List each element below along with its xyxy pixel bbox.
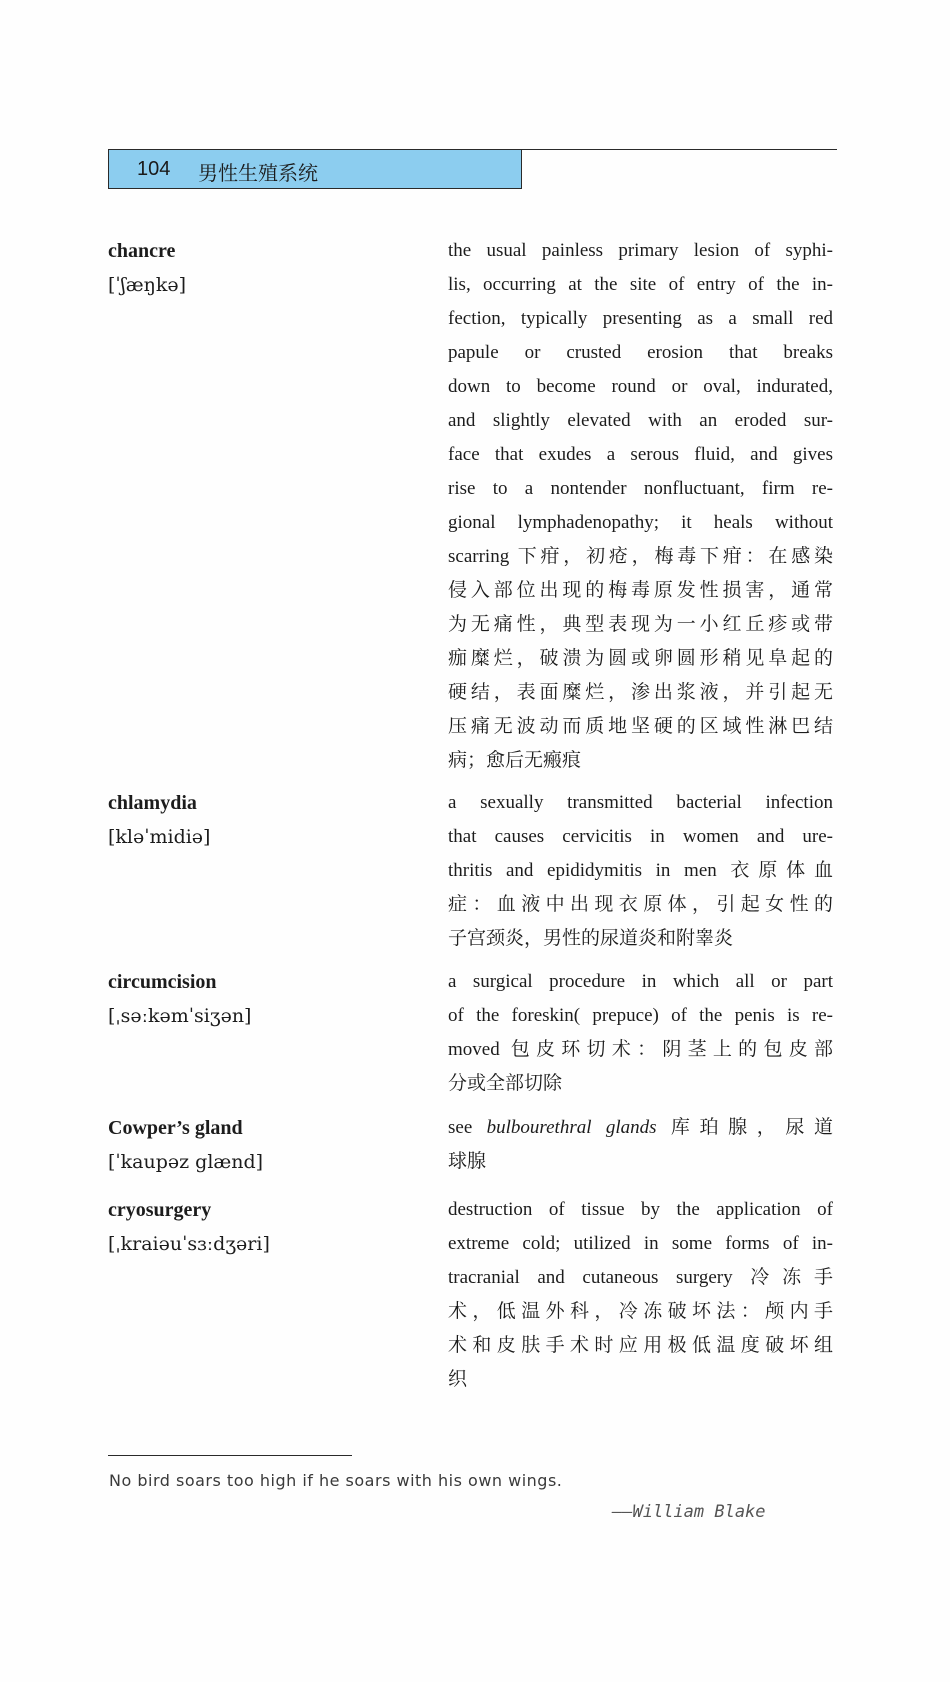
definition-line: extreme cold; utilized in some forms of in- bbox=[448, 1233, 833, 1254]
definition-line: 织 bbox=[448, 1369, 468, 1390]
definition-line: 压痛无波动而质地坚硬的区域性淋巴结 bbox=[448, 716, 833, 737]
definition-line: 子宫颈炎，男性的尿道炎和附睾炎 bbox=[448, 928, 734, 949]
cross-reference-term: bulbourethral glands bbox=[486, 1117, 657, 1138]
entry-term: cryosurgery bbox=[108, 1199, 212, 1221]
definition-line: tracranial and cutaneous surgery 冷冻手 bbox=[448, 1267, 833, 1288]
definition-line: 硬结，表面糜烂，渗出浆液，并引起无 bbox=[448, 682, 833, 703]
definition-line: moved 包皮环切术：阴茎上的包皮部 bbox=[448, 1039, 833, 1060]
definition-line: gional lymphadenopathy; it heals without bbox=[448, 512, 833, 533]
chapter-title: 男性生殖系统 bbox=[198, 161, 318, 185]
entry-definition bbox=[448, 786, 833, 956]
definition-line: rise to a nontender nonfluctuant, firm re- bbox=[448, 478, 833, 499]
entry-definition bbox=[448, 234, 833, 778]
definition-line: fection, typically presenting as a small red bbox=[448, 308, 833, 329]
entry-pronunciation: [ˈʃæŋkə] bbox=[108, 274, 187, 296]
definition-line: and slightly elevated with an eroded sur- bbox=[448, 410, 833, 431]
definition-line: 为无痛性，典型表现为一小红丘疹或带 bbox=[448, 614, 833, 635]
definition-line: scarring 下疳，初疮，梅毒下疳：在感染 bbox=[448, 546, 833, 567]
entry-definition bbox=[448, 1111, 833, 1179]
definition-line: of the foreskin( prepuce) of the penis is re- bbox=[448, 1005, 833, 1026]
entry-term: circumcision bbox=[108, 971, 217, 993]
entry-pronunciation: [ˈkaupəz glænd] bbox=[108, 1151, 264, 1173]
footnote-quote: No bird soars too high if he soars with his own wings. bbox=[109, 1471, 563, 1490]
definition-line: 症：血液中出现衣原体，引起女性的 bbox=[448, 894, 833, 915]
page-number: 104 bbox=[137, 158, 171, 180]
entry-term: chlamydia bbox=[108, 792, 197, 814]
definition-line: that causes cervicitis in women and ure- bbox=[448, 826, 833, 847]
definition-line: papule or crusted erosion that breaks bbox=[448, 342, 833, 363]
footnote-attribution: ——William Blake bbox=[612, 1502, 766, 1522]
definition-line: 术和皮肤手术时应用极低温度破坏组 bbox=[448, 1335, 833, 1356]
definition-line: see bulbourethral glands 库珀腺，尿道 bbox=[448, 1117, 833, 1138]
definition-line: 病；愈后无瘢痕 bbox=[448, 750, 582, 771]
definition-line: thritis and epididymitis in men 衣原体血 bbox=[448, 860, 833, 881]
definition-line: 术，低温外科，冷冻破坏法：颅内手 bbox=[448, 1301, 833, 1322]
definition-line: down to become round or oval, indurated, bbox=[448, 376, 833, 397]
header-rule bbox=[520, 149, 837, 150]
definition-line: 分或全部切除 bbox=[448, 1073, 563, 1094]
definition-line: lis, occurring at the site of entry of the in- bbox=[448, 274, 833, 295]
entry-term: Cowper’s gland bbox=[108, 1117, 243, 1139]
definition-line: 痂糜烂，破溃为圆或卵圆形稍见阜起的 bbox=[448, 648, 833, 669]
footnote-rule bbox=[108, 1455, 352, 1456]
definition-line: a surgical procedure in which all or part bbox=[448, 971, 833, 992]
entry-definition bbox=[448, 1193, 833, 1397]
definition-line: destruction of tissue by the application of bbox=[448, 1199, 833, 1220]
definition-line: a sexually transmitted bacterial infection bbox=[448, 792, 833, 813]
entry-pronunciation: [kləˈmidiə] bbox=[108, 826, 211, 848]
entry-pronunciation: [ˌsəːkəmˈsiʒən] bbox=[108, 1005, 252, 1027]
entry-pronunciation: [ˌkraiəuˈsɜːdʒəri] bbox=[108, 1233, 270, 1255]
entry-definition bbox=[448, 965, 833, 1101]
definition-line: the usual painless primary lesion of syphi- bbox=[448, 240, 833, 261]
definition-line: face that exudes a serous fluid, and gives bbox=[448, 444, 833, 465]
entry-term: chancre bbox=[108, 240, 176, 262]
definition-line: 侵入部位出现的梅毒原发性损害，通常 bbox=[448, 580, 833, 601]
definition-line: 球腺 bbox=[448, 1151, 487, 1172]
